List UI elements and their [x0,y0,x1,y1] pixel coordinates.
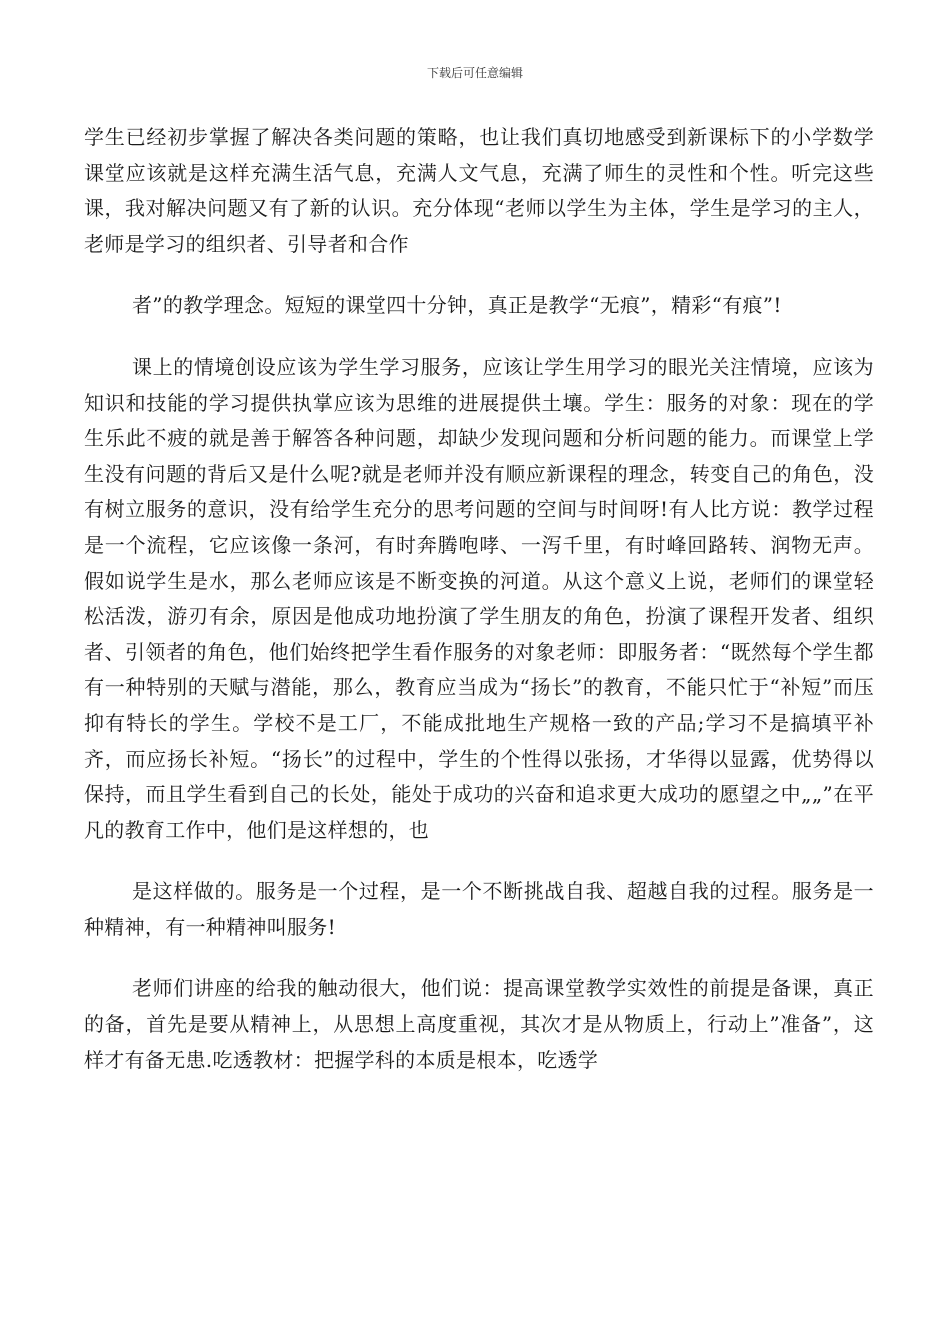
page-header-note: 下载后可任意编辑 [426,66,523,80]
paragraph-3: 课上的情境创设应该为学生学习服务，应该让学生用学习的眼光关注情境，应该为知识和技能的学习提供执掌应该为思维的进展提供土壤。学生：服务的对象：现在的学生乐此不疲的就是善于解答各种问题，却缺少发现问题和分析问题的能力。而课堂上学生没有问题的背后又是什么呢?就是老师并没有顺应新课程的理念，转变自己的角色，没有树立服务的意识，没有给学生充分的思考问题的空间与时间呀!有人比方说：教学过程是一个流程，它应该像一条河，有时奔腾咆哮、一泻千里，有时峰回路转、润物无声。假如说学生是水，那么老师应该是不断变换的河道。从这个意义上说，老师们的课堂轻松活泼，游刃有余，原因是他成功地扮演了学生朋友的角色，扮演了课程开发者、组织者、引领者的角色，他们始终把学生看作服务的对象老师：即服务者：“既然每个学生都有一种特别的天赋与潜能，那么，教育应当成为“扬长”的教育，不能只忙于“补短”而压抑有特长的学生。学校不是工厂，不能成批地生产规格一致的产品;学习不是搞填平补齐，而应扬长补短。“扬长”的过程中，学生的个性得以张扬，才华得以显露，优势得以保持，而且学生看到自己的长处，能处于成功的兴奋和追求更大成功的愿望之中„„”在平凡的教育工作中，他们是这样想的，也 [84,354,874,842]
paragraph-5: 老师们讲座的给我的触动很大，他们说：提高课堂教学实效性的前提是备课，真正的备，首先是要从精神上，从思想上高度重视，其次才是从物质上，行动上”准备”，这样才有备无患.吃透教材：把握学科的本质是根本，吃透学 [84,976,874,1072]
paragraph-4: 是这样做的。服务是一个过程，是一个不断挑战自我、超越自我的过程。服务是一种精神，有一种精神叫服务! [84,879,874,939]
document-body [84,120,874,1104]
paragraph-2: 者”的教学理念。短短的课堂四十分钟，真正是教学“无痕”，精彩“有痕”! [132,293,782,318]
paragraph-1: 学生已经初步掌握了解决各类问题的策略，也让我们真切地感受到新课标下的小学数学课堂应该就是这样充满生活气息，充满人文气息，充满了师生的灵性和个性。听完这些课，我对解决问题又有了新的认识。充分体现“老师以学生为主体，学生是学习的主人，老师是学习的组织者、引导者和合作 [84,125,874,256]
